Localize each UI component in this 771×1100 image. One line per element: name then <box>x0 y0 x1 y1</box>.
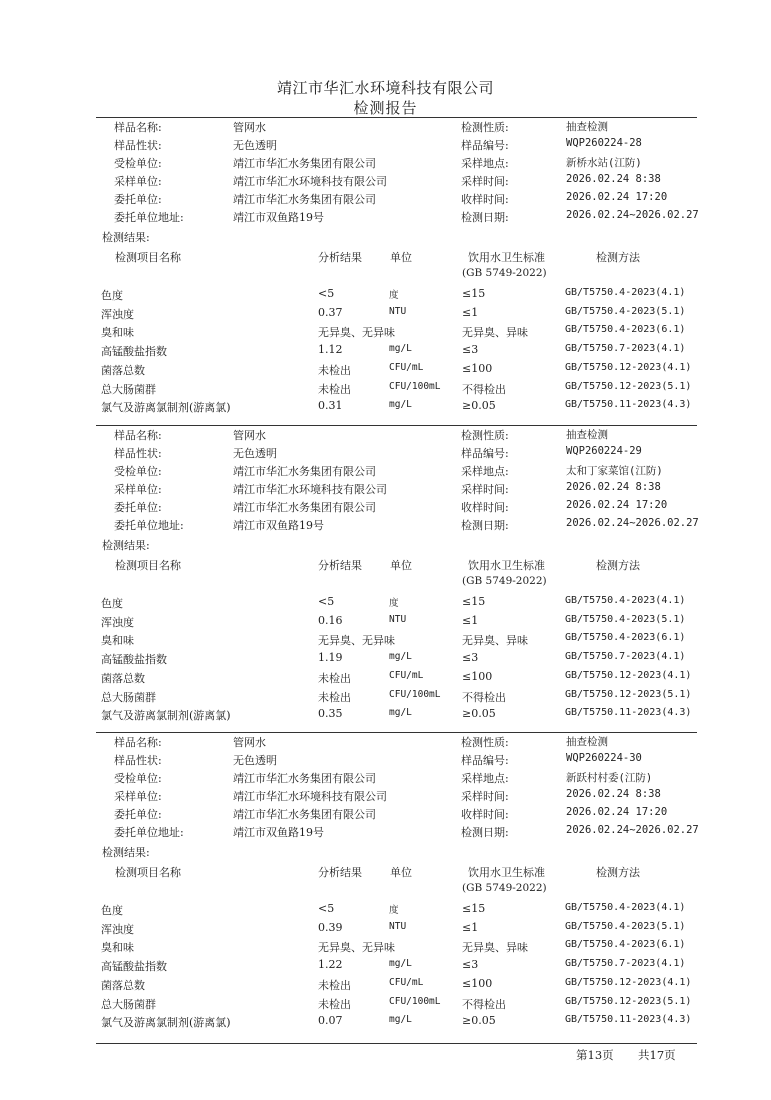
info-label: 采样单位: <box>114 483 162 496</box>
header-unit: 单位 <box>390 559 412 572</box>
result-unit: mg/L <box>389 651 412 663</box>
info-row <box>0 499 771 517</box>
result-unit: mg/L <box>389 399 412 411</box>
result-unit: 度 <box>389 598 399 609</box>
result-standard: 不得检出 <box>462 382 506 396</box>
result-method: GB/T5750.12-2023(4.1) <box>565 361 692 373</box>
info-value: WQP260224-29 <box>566 445 642 457</box>
info-value: 管网水 <box>233 429 266 442</box>
result-unit: mg/L <box>389 343 412 355</box>
info-label: 受检单位: <box>114 157 162 170</box>
info-row <box>0 155 771 173</box>
header-standard-code: (GB 5749-2022) <box>462 267 547 279</box>
info-value: 抽查检测 <box>566 429 608 441</box>
section-divider <box>96 117 697 118</box>
result-value: <5 <box>318 287 335 300</box>
result-row <box>0 1014 771 1032</box>
result-item-name: 总大肠菌群 <box>101 690 156 704</box>
header-result: 分析结果 <box>318 251 362 264</box>
result-standard: ≤1 <box>462 305 479 319</box>
info-value: 靖江市华汇水务集团有限公司 <box>233 465 376 478</box>
header-standard: 饮用水卫生标准 <box>468 251 545 264</box>
info-value: 靖江市华汇水务集团有限公司 <box>233 772 376 785</box>
result-method: GB/T5750.4-2023(6.1) <box>565 939 686 951</box>
result-method: GB/T5750.12-2023(5.1) <box>565 995 692 1007</box>
result-unit: CFU/mL <box>389 361 424 373</box>
info-label: 样品名称: <box>114 736 162 749</box>
result-method: GB/T5750.11-2023(4.3) <box>565 707 692 719</box>
info-label: 样品名称: <box>114 121 162 134</box>
result-row <box>0 707 771 725</box>
result-row <box>0 651 771 669</box>
result-value: 1.22 <box>318 958 343 972</box>
result-row <box>0 670 771 688</box>
info-row <box>0 788 771 806</box>
result-standard: ≤100 <box>462 976 493 990</box>
result-item-name: 高锰酸盐指数 <box>101 653 167 667</box>
info-value: WQP260224-30 <box>566 752 642 764</box>
result-method: GB/T5750.4-2023(6.1) <box>565 632 686 644</box>
result-item-name: 浑浊度 <box>101 307 134 321</box>
result-method: GB/T5750.4-2023(4.1) <box>565 287 686 298</box>
result-unit: NTU <box>389 305 407 317</box>
result-standard: ≤15 <box>462 595 486 608</box>
result-value: 0.37 <box>318 305 343 319</box>
info-row <box>0 119 771 137</box>
info-value: 2026.02.24 8:38 <box>566 173 661 185</box>
result-value: <5 <box>318 902 335 915</box>
info-value: 太和丁家菜馆(江防) <box>566 465 663 477</box>
sample-section <box>0 119 771 425</box>
info-label: 采样单位: <box>114 790 162 803</box>
info-value: 靖江市华汇水环境科技有限公司 <box>233 175 387 188</box>
result-value: 0.31 <box>318 399 343 413</box>
page-total: 共17页 <box>638 1048 676 1062</box>
result-value: 未检出 <box>318 997 351 1011</box>
info-label: 采样时间: <box>461 175 509 188</box>
result-standard: 不得检出 <box>462 690 506 704</box>
info-label: 样品编号: <box>461 447 509 460</box>
result-row <box>0 324 771 342</box>
result-standard: ≤100 <box>462 361 493 375</box>
info-value: 靖江市双鱼路19号 <box>233 211 324 224</box>
info-value: 2026.02.24~2026.02.27 <box>566 209 699 221</box>
info-label: 样品名称: <box>114 429 162 442</box>
header-item-name: 检测项目名称 <box>115 866 181 879</box>
info-label: 委托单位: <box>114 193 162 206</box>
info-label: 检测日期: <box>461 519 509 532</box>
result-unit: NTU <box>389 613 407 625</box>
result-method: GB/T5750.12-2023(5.1) <box>565 380 692 392</box>
result-item-name: 菌落总数 <box>101 671 145 685</box>
info-label: 样品编号: <box>461 754 509 767</box>
result-unit: 度 <box>389 290 399 301</box>
info-row <box>0 770 771 788</box>
info-value: 抽查检测 <box>566 736 608 748</box>
footer-divider <box>96 1043 697 1044</box>
result-item-name: 色度 <box>101 597 123 610</box>
result-item-name: 浑浊度 <box>101 922 134 936</box>
result-method: GB/T5750.4-2023(6.1) <box>565 324 686 336</box>
result-standard: ≤15 <box>462 902 486 915</box>
result-method: GB/T5750.4-2023(4.1) <box>565 902 686 913</box>
results-label: 检测结果: <box>102 846 150 859</box>
info-label: 检测性质: <box>461 429 509 442</box>
info-value: 靖江市华汇水务集团有限公司 <box>233 193 376 206</box>
info-label: 委托单位: <box>114 808 162 821</box>
info-label: 受检单位: <box>114 772 162 785</box>
info-value: 2026.02.24 17:20 <box>566 806 668 818</box>
result-unit: 度 <box>389 905 399 916</box>
result-unit: CFU/100mL <box>389 380 441 392</box>
info-row <box>0 463 771 481</box>
result-standard: 无异臭、异味 <box>462 941 528 955</box>
info-label: 检测日期: <box>461 826 509 839</box>
info-label: 委托单位: <box>114 501 162 514</box>
result-row <box>0 381 771 399</box>
report-title: 检测报告 <box>353 99 418 117</box>
result-item-name: 总大肠菌群 <box>101 382 156 396</box>
info-row <box>0 481 771 499</box>
section-divider <box>96 425 697 426</box>
result-method: GB/T5750.4-2023(5.1) <box>565 920 686 932</box>
info-label: 采样地点: <box>461 465 509 478</box>
info-value: 2026.02.24~2026.02.27 <box>566 824 699 836</box>
result-standard: ≥0.05 <box>462 1014 496 1028</box>
info-row <box>0 427 771 445</box>
info-row <box>0 209 771 227</box>
results-label: 检测结果: <box>102 539 150 552</box>
result-standard: ≤15 <box>462 287 486 300</box>
info-value: 2026.02.24 17:20 <box>566 499 668 511</box>
header-item-name: 检测项目名称 <box>115 251 181 264</box>
result-unit: CFU/100mL <box>389 688 441 700</box>
header-method: 检测方法 <box>596 559 640 572</box>
result-value: 0.39 <box>318 920 343 934</box>
result-value: 无异臭、无异味 <box>318 941 395 955</box>
result-row <box>0 921 771 939</box>
info-label: 采样时间: <box>461 790 509 803</box>
header-standard-code: (GB 5749-2022) <box>462 575 547 587</box>
info-value: 靖江市双鱼路19号 <box>233 519 324 532</box>
result-row <box>0 958 771 976</box>
info-value: 新跃村村委(江防) <box>566 772 653 784</box>
result-unit: CFU/mL <box>389 976 424 988</box>
info-value: 无色透明 <box>233 139 277 152</box>
info-label: 采样时间: <box>461 483 509 496</box>
result-standard: ≤3 <box>462 958 479 972</box>
info-value: 无色透明 <box>233 447 277 460</box>
result-standard: ≤3 <box>462 651 479 665</box>
info-value: 抽查检测 <box>566 121 608 133</box>
result-unit: mg/L <box>389 1014 412 1026</box>
info-label: 检测性质: <box>461 121 509 134</box>
result-value: 无异臭、无异味 <box>318 634 395 648</box>
result-method: GB/T5750.12-2023(4.1) <box>565 669 692 681</box>
result-unit: mg/L <box>389 707 412 719</box>
sample-section <box>0 427 771 733</box>
info-label: 样品性状: <box>114 754 162 767</box>
result-row <box>0 287 771 305</box>
result-unit: NTU <box>389 920 407 932</box>
result-item-name: 氯气及游离氯制剂(游离氯) <box>101 1016 231 1030</box>
info-label: 委托单位地址: <box>114 519 184 532</box>
result-value: 未检出 <box>318 382 351 396</box>
header-unit: 单位 <box>390 251 412 264</box>
info-label: 采样地点: <box>461 157 509 170</box>
info-value: 新桥水站(江防) <box>566 157 642 169</box>
info-value: 管网水 <box>233 121 266 134</box>
result-item-name: 菌落总数 <box>101 363 145 377</box>
info-value: 靖江市华汇水务集团有限公司 <box>233 501 376 514</box>
result-method: GB/T5750.4-2023(4.1) <box>565 595 686 606</box>
info-label: 收样时间: <box>461 501 509 514</box>
result-row <box>0 977 771 995</box>
result-standard: ≤1 <box>462 920 479 934</box>
result-standard: ≤1 <box>462 613 479 627</box>
info-label: 样品性状: <box>114 139 162 152</box>
header-standard-code: (GB 5749-2022) <box>462 882 547 894</box>
result-unit: mg/L <box>389 958 412 970</box>
result-item-name: 臭和味 <box>101 634 134 648</box>
result-unit: CFU/mL <box>389 669 424 681</box>
page-number: 第13页 <box>576 1048 614 1062</box>
result-row <box>0 595 771 613</box>
header-standard: 饮用水卫生标准 <box>468 866 545 879</box>
result-standard: 无异臭、异味 <box>462 634 528 648</box>
header-method: 检测方法 <box>596 251 640 264</box>
result-method: GB/T5750.12-2023(4.1) <box>565 976 692 988</box>
info-row <box>0 824 771 842</box>
result-row <box>0 399 771 417</box>
info-row <box>0 517 771 535</box>
result-method: GB/T5750.7-2023(4.1) <box>565 343 686 355</box>
result-value: 1.12 <box>318 343 343 357</box>
result-method: GB/T5750.7-2023(4.1) <box>565 651 686 663</box>
result-value: 未检出 <box>318 978 351 992</box>
result-item-name: 氯气及游离氯制剂(游离氯) <box>101 709 231 723</box>
result-value: 0.07 <box>318 1014 343 1028</box>
info-value: 靖江市华汇水务集团有限公司 <box>233 808 376 821</box>
info-value: 无色透明 <box>233 754 277 767</box>
info-label: 采样单位: <box>114 175 162 188</box>
result-item-name: 氯气及游离氯制剂(游离氯) <box>101 401 231 415</box>
result-value: 无异臭、无异味 <box>318 326 395 340</box>
info-value: WQP260224-28 <box>566 137 642 149</box>
info-row <box>0 173 771 191</box>
info-value: 靖江市华汇水环境科技有限公司 <box>233 790 387 803</box>
info-value: 2026.02.24 17:20 <box>566 191 668 203</box>
result-row <box>0 632 771 650</box>
info-label: 检测性质: <box>461 736 509 749</box>
info-label: 样品性状: <box>114 447 162 460</box>
info-label: 检测日期: <box>461 211 509 224</box>
result-standard: ≥0.05 <box>462 707 496 721</box>
result-row <box>0 902 771 920</box>
result-value: 未检出 <box>318 671 351 685</box>
result-row <box>0 689 771 707</box>
result-row <box>0 996 771 1014</box>
result-method: GB/T5750.12-2023(5.1) <box>565 688 692 700</box>
info-value: 管网水 <box>233 736 266 749</box>
info-label: 采样地点: <box>461 772 509 785</box>
header-unit: 单位 <box>390 866 412 879</box>
result-method: GB/T5750.4-2023(5.1) <box>565 613 686 625</box>
result-standard: ≤100 <box>462 669 493 683</box>
result-item-name: 菌落总数 <box>101 978 145 992</box>
result-item-name: 色度 <box>101 289 123 302</box>
result-method: GB/T5750.11-2023(4.3) <box>565 1014 692 1026</box>
result-row <box>0 939 771 957</box>
info-label: 收样时间: <box>461 193 509 206</box>
info-row <box>0 137 771 155</box>
result-method: GB/T5750.4-2023(5.1) <box>565 305 686 317</box>
header-method: 检测方法 <box>596 866 640 879</box>
result-standard: ≤3 <box>462 343 479 357</box>
result-standard: 无异臭、异味 <box>462 326 528 340</box>
result-row <box>0 362 771 380</box>
result-item-name: 高锰酸盐指数 <box>101 960 167 974</box>
header-standard: 饮用水卫生标准 <box>468 559 545 572</box>
info-label: 样品编号: <box>461 139 509 152</box>
info-value: 2026.02.24 8:38 <box>566 788 661 800</box>
info-label: 受检单位: <box>114 465 162 478</box>
results-label: 检测结果: <box>102 231 150 244</box>
result-value: 未检出 <box>318 690 351 704</box>
result-value: 0.16 <box>318 613 343 627</box>
info-row <box>0 191 771 209</box>
info-label: 委托单位地址: <box>114 211 184 224</box>
result-method: GB/T5750.7-2023(4.1) <box>565 958 686 970</box>
result-standard: 不得检出 <box>462 997 506 1011</box>
info-row <box>0 752 771 770</box>
info-value: 靖江市华汇水环境科技有限公司 <box>233 483 387 496</box>
result-item-name: 臭和味 <box>101 941 134 955</box>
info-label: 委托单位地址: <box>114 826 184 839</box>
header-item-name: 检测项目名称 <box>115 559 181 572</box>
info-row <box>0 445 771 463</box>
result-value: 1.19 <box>318 651 343 665</box>
result-item-name: 臭和味 <box>101 326 134 340</box>
result-row <box>0 614 771 632</box>
result-value: 0.35 <box>318 707 343 721</box>
result-method: GB/T5750.11-2023(4.3) <box>565 399 692 411</box>
result-row <box>0 343 771 361</box>
info-value: 2026.02.24~2026.02.27 <box>566 517 699 529</box>
result-standard: ≥0.05 <box>462 399 496 413</box>
info-label: 收样时间: <box>461 808 509 821</box>
result-item-name: 总大肠菌群 <box>101 997 156 1011</box>
result-value: 未检出 <box>318 363 351 377</box>
info-value: 靖江市华汇水务集团有限公司 <box>233 157 376 170</box>
info-row <box>0 806 771 824</box>
result-row <box>0 306 771 324</box>
result-item-name: 浑浊度 <box>101 615 134 629</box>
sample-section <box>0 734 771 1040</box>
result-unit: CFU/100mL <box>389 995 441 1007</box>
header-result: 分析结果 <box>318 866 362 879</box>
result-item-name: 高锰酸盐指数 <box>101 345 167 359</box>
result-value: <5 <box>318 595 335 608</box>
info-value: 靖江市双鱼路19号 <box>233 826 324 839</box>
company-title: 靖江市华汇水环境科技有限公司 <box>276 79 494 97</box>
header-result: 分析结果 <box>318 559 362 572</box>
info-value: 2026.02.24 8:38 <box>566 481 661 493</box>
result-item-name: 色度 <box>101 904 123 917</box>
info-row <box>0 734 771 752</box>
